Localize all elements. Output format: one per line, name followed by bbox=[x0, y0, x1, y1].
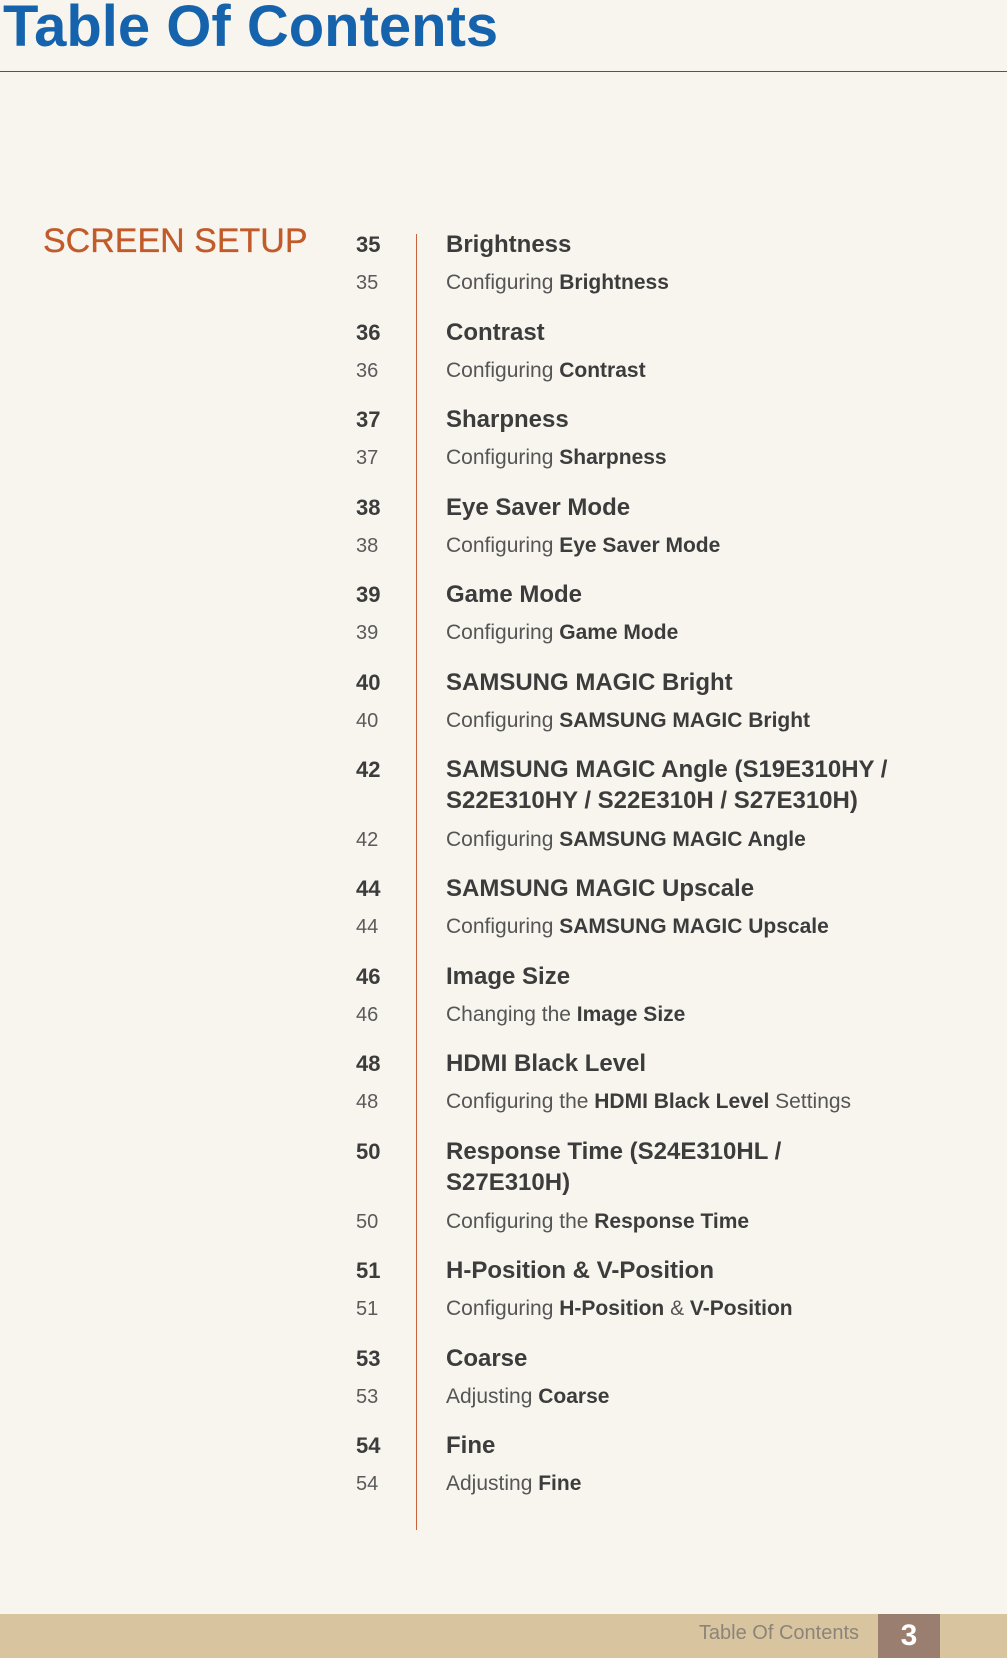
toc-sub-row[interactable] bbox=[0, 703, 1007, 739]
toc-heading-row[interactable] bbox=[0, 667, 1007, 703]
toc-sub-text bbox=[446, 265, 926, 301]
toc-sub-row[interactable] bbox=[0, 1291, 1007, 1327]
toc-sub-bold: Coarse bbox=[538, 1385, 610, 1408]
toc-heading-row[interactable] bbox=[0, 492, 1007, 528]
toc-sub-page: 36 bbox=[356, 360, 379, 382]
toc-heading-page: 36 bbox=[356, 320, 381, 345]
toc-sub-text bbox=[446, 997, 926, 1033]
toc-entry-response-time bbox=[0, 1136, 1007, 1240]
toc-sub-page: 44 bbox=[356, 916, 379, 938]
toc-sub-bold: Fine bbox=[538, 1472, 582, 1495]
toc-heading-text bbox=[446, 754, 926, 816]
toc-heading-text: Contrast bbox=[446, 319, 545, 346]
toc-heading-row[interactable] bbox=[0, 579, 1007, 615]
toc-sub-text bbox=[446, 528, 926, 564]
toc-heading-page: 53 bbox=[356, 1346, 381, 1371]
toc-sub-bold: SAMSUNG MAGIC Upscale bbox=[559, 915, 829, 938]
toc-sub-page: 46 bbox=[356, 1004, 379, 1026]
toc-heading-row[interactable] bbox=[0, 873, 1007, 909]
toc-sub-bold: Response Time bbox=[594, 1210, 750, 1233]
toc-entry-hdmi-black-level bbox=[0, 1048, 1007, 1120]
toc-sub-prefix: Configuring bbox=[446, 1297, 560, 1320]
toc-heading-page: 54 bbox=[356, 1433, 381, 1458]
toc-sub-middle: & bbox=[664, 1297, 690, 1320]
toc-heading-row[interactable] bbox=[0, 754, 1007, 822]
page-title: Table Of Contents bbox=[3, 0, 499, 59]
toc-sub-page: 48 bbox=[356, 1091, 379, 1113]
toc-sub-page: 40 bbox=[356, 710, 379, 732]
toc-sub-row[interactable] bbox=[0, 1379, 1007, 1415]
toc-entry-game-mode bbox=[0, 579, 1007, 651]
toc-heading-text: Brightness bbox=[446, 231, 572, 258]
toc-sub-bold: Brightness bbox=[559, 271, 669, 294]
toc-heading-page: 44 bbox=[356, 876, 381, 901]
toc-entry-magic-bright bbox=[0, 667, 1007, 739]
toc-heading-line-1: SAMSUNG MAGIC Angle (S19E310HY / bbox=[446, 756, 888, 783]
toc-heading-text: HDMI Black Level bbox=[446, 1050, 647, 1077]
toc-sub-prefix: Configuring bbox=[446, 828, 560, 851]
toc-sub-row[interactable] bbox=[0, 615, 1007, 651]
toc-heading-text: Eye Saver Mode bbox=[446, 494, 631, 521]
toc-entry-magic-angle bbox=[0, 754, 1007, 858]
toc-heading-page: 48 bbox=[356, 1051, 381, 1076]
toc-heading-row[interactable] bbox=[0, 1136, 1007, 1204]
toc-sub-text bbox=[446, 1291, 926, 1327]
toc-heading-page: 35 bbox=[356, 232, 381, 257]
toc-sub-bold: Contrast bbox=[559, 359, 646, 382]
section-title: SCREEN SETUP bbox=[43, 222, 308, 260]
toc-entry-h-v-position bbox=[0, 1255, 1007, 1327]
toc-heading-page: 37 bbox=[356, 407, 381, 432]
toc-heading-text: Fine bbox=[446, 1432, 496, 1459]
toc-sub-row[interactable] bbox=[0, 528, 1007, 564]
toc-entry-sharpness bbox=[0, 404, 1007, 476]
toc-sub-bold: Sharpness bbox=[559, 446, 667, 469]
toc-sub-prefix: Configuring the bbox=[446, 1090, 595, 1113]
toc-sub-page: 51 bbox=[356, 1298, 379, 1320]
toc-heading-row[interactable] bbox=[0, 1343, 1007, 1379]
title-divider bbox=[0, 71, 1007, 72]
toc-heading-page: 50 bbox=[356, 1139, 381, 1164]
toc-entry-fine bbox=[0, 1430, 1007, 1502]
toc-heading-text: Game Mode bbox=[446, 581, 583, 608]
toc-sub-text bbox=[446, 822, 926, 858]
toc-entry-coarse bbox=[0, 1343, 1007, 1415]
toc-sub-text bbox=[446, 1466, 926, 1502]
toc-heading-line-2: S27E310H) bbox=[446, 1169, 571, 1196]
toc-sub-text bbox=[446, 440, 926, 476]
toc-sub-prefix: Configuring bbox=[446, 621, 560, 644]
toc-sub-prefix: Adjusting bbox=[446, 1385, 539, 1408]
toc-entry-magic-upscale bbox=[0, 873, 1007, 945]
toc-sub-page: 50 bbox=[356, 1211, 379, 1233]
toc-heading-page: 46 bbox=[356, 964, 381, 989]
toc-sub-text bbox=[446, 615, 926, 651]
toc-heading-page: 39 bbox=[356, 582, 381, 607]
toc-heading-text: SAMSUNG MAGIC Upscale bbox=[446, 875, 755, 902]
toc-heading-row[interactable] bbox=[0, 229, 1007, 265]
toc-sub-page: 53 bbox=[356, 1386, 379, 1408]
toc-sub-bold-2: V-Position bbox=[689, 1297, 793, 1320]
toc-sub-page: 38 bbox=[356, 535, 379, 557]
toc-sub-page: 37 bbox=[356, 447, 379, 469]
toc-sub-bold: SAMSUNG MAGIC Bright bbox=[559, 709, 811, 732]
toc-heading-line-1: Response Time (S24E310HL / bbox=[446, 1138, 782, 1165]
toc-heading-page: 38 bbox=[356, 495, 381, 520]
toc-sub-suffix: Settings bbox=[769, 1090, 852, 1113]
toc-heading-row[interactable] bbox=[0, 1255, 1007, 1291]
toc-sub-row[interactable] bbox=[0, 1084, 1007, 1120]
footer-label: Table Of Contents bbox=[698, 1622, 859, 1644]
toc-sub-row[interactable] bbox=[0, 440, 1007, 476]
toc-sub-text bbox=[446, 1204, 926, 1240]
toc-heading-text: Coarse bbox=[446, 1345, 528, 1372]
toc-heading-page: 51 bbox=[356, 1258, 381, 1283]
page-number-badge: 3 bbox=[878, 1614, 940, 1658]
toc-sub-bold: H-Position bbox=[559, 1297, 665, 1320]
toc-entry-brightness bbox=[0, 229, 1007, 301]
toc-sub-row[interactable] bbox=[0, 265, 1007, 301]
toc-heading-line-2: S22E310HY / S22E310H / S27E310H) bbox=[446, 787, 858, 814]
toc-heading-row[interactable] bbox=[0, 961, 1007, 997]
toc-heading-page: 40 bbox=[356, 670, 381, 695]
toc-sub-page: 54 bbox=[356, 1473, 379, 1495]
toc-sub-text bbox=[446, 1379, 926, 1415]
toc-sub-bold: Image Size bbox=[576, 1003, 686, 1026]
toc-sub-row[interactable] bbox=[0, 822, 1007, 858]
toc-sub-row[interactable] bbox=[0, 909, 1007, 945]
toc-sub-prefix: Configuring bbox=[446, 271, 560, 294]
toc-sub-bold: HDMI Black Level bbox=[594, 1090, 770, 1113]
toc-sub-page: 42 bbox=[356, 829, 379, 851]
toc-entry-eye-saver-mode bbox=[0, 492, 1007, 564]
toc-heading-text: SAMSUNG MAGIC Bright bbox=[446, 669, 733, 696]
toc-sub-bold: Game Mode bbox=[559, 621, 679, 644]
toc-sub-bold: SAMSUNG MAGIC Angle bbox=[559, 828, 806, 851]
toc-sub-row[interactable] bbox=[0, 997, 1007, 1033]
toc-heading-text bbox=[446, 1136, 926, 1198]
toc-sub-prefix: Configuring bbox=[446, 709, 560, 732]
toc-sub-prefix: Configuring bbox=[446, 915, 560, 938]
toc-sub-text bbox=[446, 1084, 926, 1120]
toc-heading-row[interactable] bbox=[0, 404, 1007, 440]
toc-sub-row[interactable] bbox=[0, 1204, 1007, 1240]
toc-sub-page: 35 bbox=[356, 272, 379, 294]
toc-sub-text bbox=[446, 703, 926, 739]
toc-sub-prefix: Configuring bbox=[446, 359, 560, 382]
toc-sub-page: 39 bbox=[356, 622, 379, 644]
toc-sub-text bbox=[446, 353, 926, 389]
toc-heading-text: Sharpness bbox=[446, 406, 569, 433]
toc-heading-row[interactable] bbox=[0, 317, 1007, 353]
toc-sub-prefix: Changing the bbox=[446, 1003, 577, 1026]
toc-sub-row[interactable] bbox=[0, 1466, 1007, 1502]
toc-sub-row[interactable] bbox=[0, 353, 1007, 389]
toc-heading-page: 42 bbox=[356, 757, 381, 782]
toc-sub-prefix: Adjusting bbox=[446, 1472, 539, 1495]
toc-sub-bold: Eye Saver Mode bbox=[559, 534, 721, 557]
toc-sub-text bbox=[446, 909, 926, 945]
toc-heading-row[interactable] bbox=[0, 1048, 1007, 1084]
toc-entry-contrast bbox=[0, 317, 1007, 389]
toc-heading-text: H-Position & V-Position bbox=[446, 1257, 714, 1284]
toc-entry-image-size bbox=[0, 961, 1007, 1033]
toc-sub-prefix: Configuring the bbox=[446, 1210, 595, 1233]
toc-heading-text: Image Size bbox=[446, 963, 571, 990]
toc-heading-row[interactable] bbox=[0, 1430, 1007, 1466]
toc-sub-prefix: Configuring bbox=[446, 446, 560, 469]
toc-sub-prefix: Configuring bbox=[446, 534, 560, 557]
